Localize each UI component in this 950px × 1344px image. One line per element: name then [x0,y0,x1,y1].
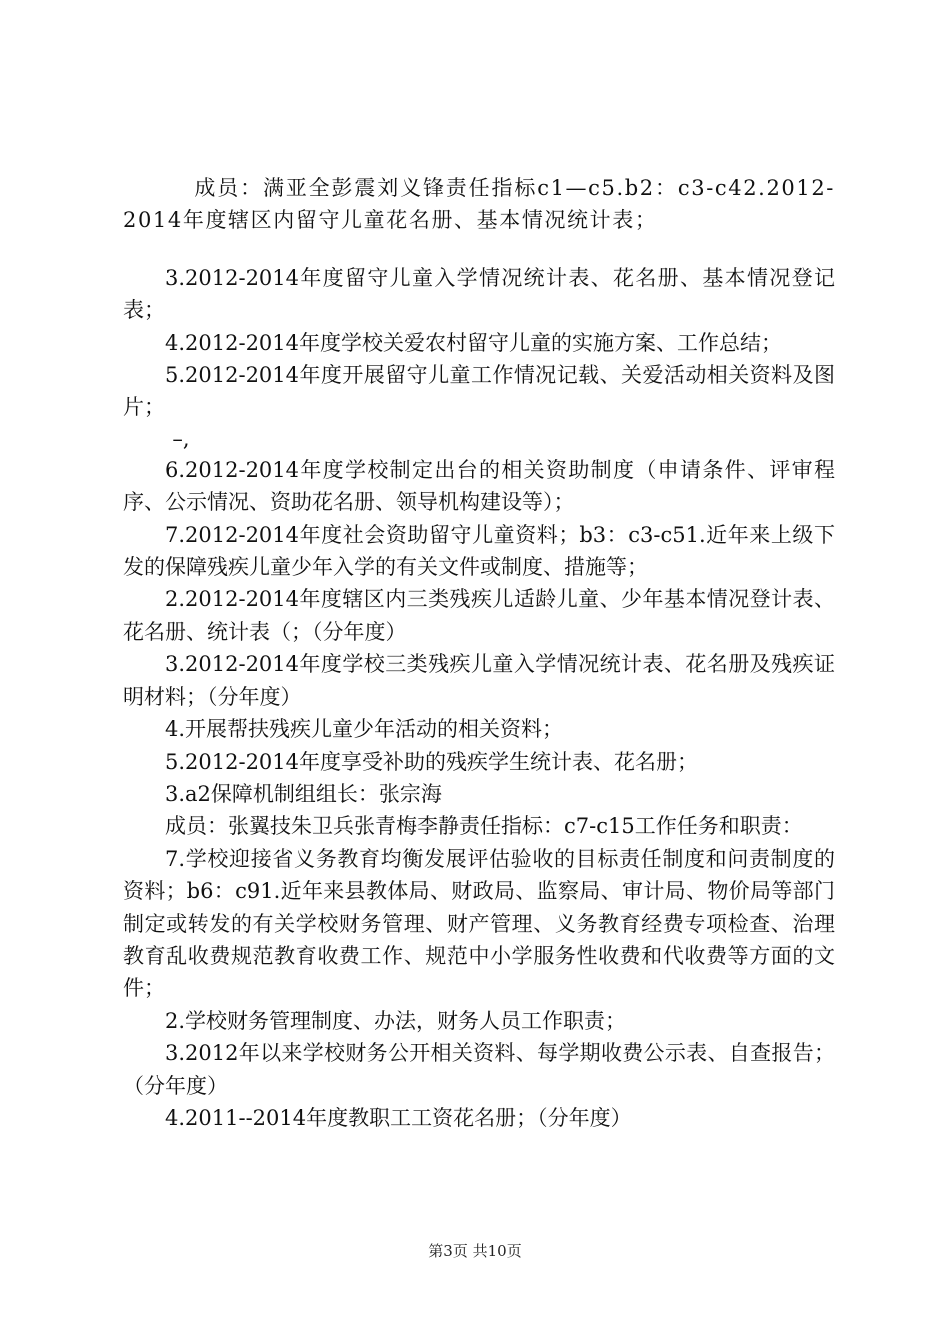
paragraph-item-2c: 2.学校财务管理制度、办法，财务人员工作职责； [165,1008,627,1033]
document-body [123,172,835,1134]
paragraph-item-4a: 4.2012-2014年度学校关爱农村留守儿童的实施方案、工作总结； [165,330,783,355]
paragraph-stub: –, [172,426,190,451]
paragraph-item-3c: 3.2012年以来学校财务公开相关资料、每学期收费公示表、自查报告；（分年度） [123,1041,835,1098]
paragraph-item-3b: 3.2012-2014年度学校三类残疾儿童入学情况统计表、花名册及残疾证明材料；（分年度） [123,652,835,709]
paragraph-item-3a: 3.2012-2014年度留守儿童入学情况统计表、花名册、基本情况登记表； [123,265,835,323]
paragraph-item-7c: 7.学校迎接省义务教育均衡发展评估验收的目标责任制度和问责制度的资料；b6：c91.近年来县教体局、财政局、监察局、审计局、物价局等部门制定或转发的有关学校财务管理、财产管理、义务教育经费专项检查、治理教育乱收费规范教育收费工作、规范中小学服务性收费和代收费等方面的文件； [123,846,835,1001]
paragraph-item-2b: 2.2012-2014年度辖区内三类残疾儿适龄儿童、少年基本情况登计表、花名册、统计表（；（分年度） [123,587,835,644]
paragraph-item-5b: 5.2012-2014年度享受补助的残疾学生统计表、花名册； [165,749,699,774]
paragraph-members-2: 成员：张翼技朱卫兵张青梅李静责任指标：c7-c15工作任务和职责： [165,814,803,839]
paragraph-group-heading: 3.a2保障机制组组长：张宗海 [165,781,442,806]
paragraph-item-4b: 4.开展帮扶残疾儿童少年活动的相关资料； [165,717,564,742]
paragraph-members-1: 成员：满亚全彭震刘义锋责任指标c1—c5.b2：c3-c42.2012-2014年度辖区内留守儿童花名册、基本情况统计表； [123,176,835,233]
paragraph-item-6a: 6.2012-2014年度学校制定出台的相关资助制度（申请条件、评审程序、公示情况、资助花名册、领导机构建设等）； [123,457,835,515]
page-number-footer: 第3页 共10页 [428,1242,522,1260]
paragraph-item-4c: 4.2011--2014年度教职工工资花名册；（分年度） [165,1105,632,1130]
paragraph-item-7a: 7.2012-2014年度社会资助留守儿童资料；b3：c3-c51.近年来上级下发的保障残疾儿童少年入学的有关文件或制度、措施等； [123,522,835,580]
paragraph-item-5a: 5.2012-2014年度开展留守儿童工作情况记载、关爱活动相关资料及图片； [123,363,835,420]
